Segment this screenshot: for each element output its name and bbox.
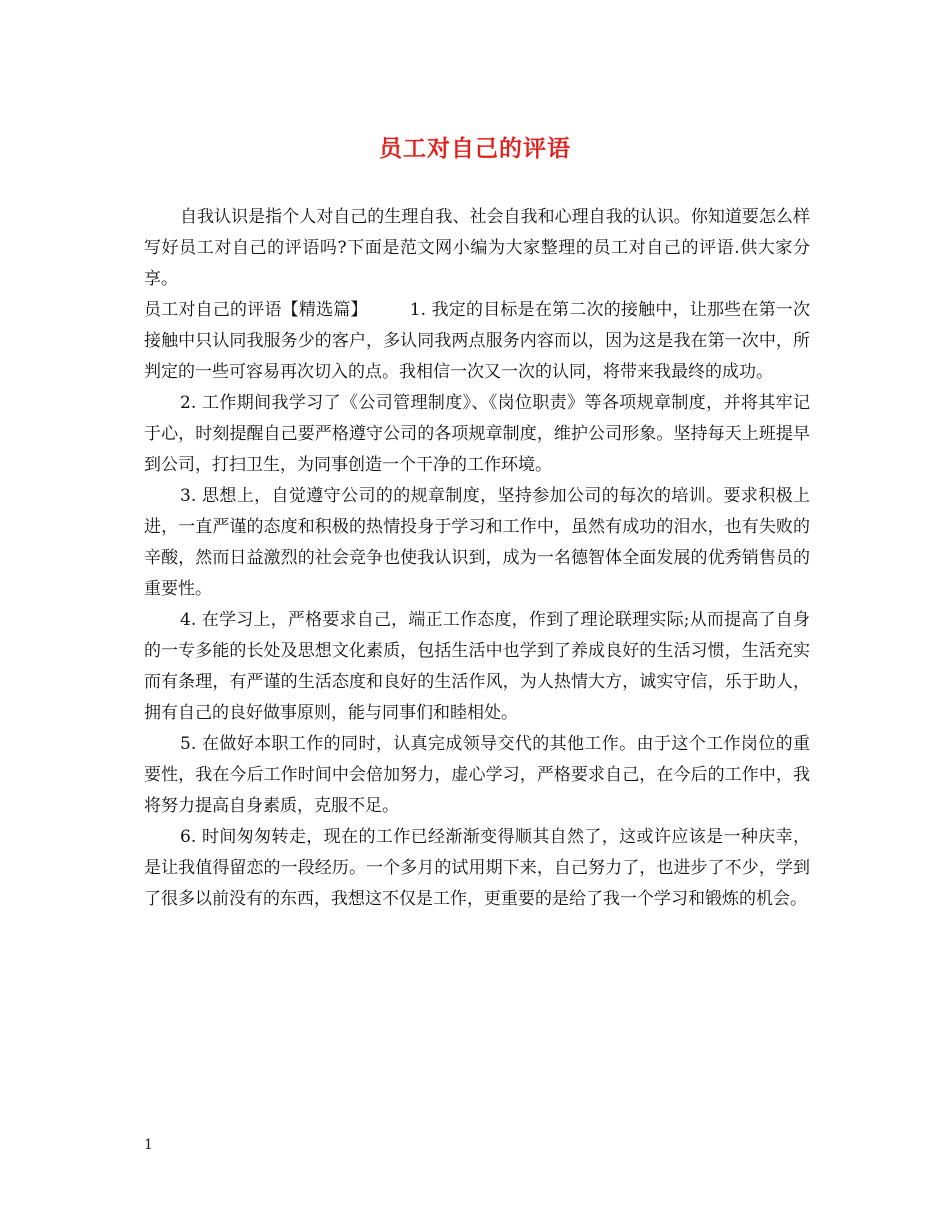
item-3: 3. 思想上，自觉遵守公司的的规章制度，坚持参加公司的每次的培训。要求积极上进，一直严谨的态度和积极的热情投身于学习和工作中，虽然有成功的泪水，也有失败的辛酸，然而日益激烈的社会竞争也使我认识到，成为一名德智体全面发展的优秀销售员的重要性。	[144, 486, 810, 599]
item-1: 1. 我定的目标是在第二次的接触中，让那些在第一次接触中只认同我服务少的客户，多认同我两点服务内容而以，因为这是我在第一次中，所判定的一些可容易再次切入的点。我相信一次又一次的认同，将带来我最终的成功。	[144, 300, 811, 382]
document-body	[144, 202, 810, 915]
item-4: 4. 在学习上，严格要求自己，端正工作态度，作到了理论联理实际;从而提高了自身的一专多能的长处及思想文化素质，包括生活中也学到了养成良好的生活习惯，生活充实而有条理，有严谨的生活态度和良好的生活作风，为人热情大方，诚实守信，乐于助人，拥有自己的良好做事原则，能与同事们和睦相处。	[144, 610, 810, 723]
page-number: 1	[144, 1137, 153, 1153]
section-first-paragraph	[144, 295, 810, 388]
item-5: 5. 在做好本职工作的同时，认真完成领导交代的其他工作。由于这个工作岗位的重要性，我在今后工作时间中会倍加努力，虚心学习，严格要求自己，在今后的工作中，我将努力提高自身素质，克服不足。	[144, 734, 810, 816]
section-heading: 员工对自己的评语【精选篇】	[144, 300, 368, 320]
item-6: 6. 时间匆匆转走，现在的工作已经渐渐变得顺其自然了，这或许应该是一种庆幸，是让我值得留恋的一段经历。一个多月的试用期下来，自己努力了，也进步了不少，学到了很多以前没有的东西，我想这不仅是工作，更重要的是给了我一个学习和锻炼的机会。	[144, 827, 810, 909]
item-2: 2. 工作期间我学习了《公司管理制度》、《岗位职责》等各项规章制度，并将其牢记于心，时刻提醒自己要严格遵守公司的各项规章制度，维护公司形象。坚持每天上班提早到公司，打扫卫生，为同事创造一个干净的工作环境。	[144, 393, 810, 475]
page-title: 员工对自己的评语	[379, 136, 571, 162]
intro-paragraph: 自我认识是指个人对自己的生理自我、社会自我和心理自我的认识。你知道要怎么样写好员工对自己的评语吗?下面是范文网小编为大家整理的员工对自己的评语.供大家分享。	[144, 207, 810, 289]
